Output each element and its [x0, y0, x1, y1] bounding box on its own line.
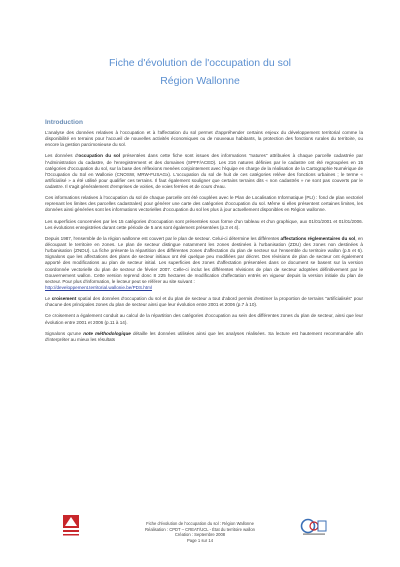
footer-date: Création : Septembre 2008: [174, 532, 226, 538]
page-footer: [110, 521, 290, 543]
paragraph-context: L'analyse des données relatives à l'occupation et à l'affectation du sol permet d'appréhender certains enjeux du développement territorial comme la disponibilité en terrains pour l'accueil de nouvelles activités économiques ou de nouveaux habitants, la protection des fonctions rurales du territoire, ou encore la gestion parcimonieuse du sol.: [45, 130, 363, 148]
paragraph-plan-de-secteur: Depuis 1987, l'ensemble de la région wallonne est couvert par le plan de secteur. Celui-ci détermine les différentes affectations réglementaires du sol, en découpant le territoire en zones. Le plan de secteur distingue notamment les zones destinées à l'urbanisation (ZDU) des zones non destinées à l'urbanisation (ZNDU). La fiche présente la répartition des différentes zones d'affectation du plan de secteur sur l'ensemble du territoire wallon (p.5 et 6). Signalons que les affectations des plans de secteur initiaux ont été quelque peu modifiées par décret. Des révisions de plan de secteur ont également apporté des modifications au plan de secteur initial. Les superficies des zones d'affectation présentées dans ce document se basent sur la version coordonnée vectorielle du plan de secteur de février 2007. Celle-ci inclut les différentes révisions de plan de secteur adoptées définitivement par le Gouvernement wallon. Cette version reprend donc 8 225 hectares de modification d'affectation entrés en vigueur depuis la version initiale du plan de secteur. Pour plus d'information, le lecteur peut se référer au site suivant : http://developpement.territorial.wallonie.be/PDS.html: [45, 236, 363, 290]
pds-link[interactable]: http://developpement.territorial.wallonie.be/PDS.html: [45, 284, 152, 290]
section-heading-introduction: Introduction: [45, 119, 83, 126]
paragraph-note-methodologique: Signalons qu'une note méthodologique détaille les données utilisées ainsi que les analyses réalisées. Sa lecture est hautement recommandée afin d'interpréter au mieux les résultats: [45, 330, 363, 342]
term-affectations: affectations réglementaires du sol: [280, 236, 356, 242]
page-number: Page 1 sur 14: [186, 537, 214, 543]
introduction-body: [45, 130, 363, 348]
paragraph-croisement: Le croisement spatial des données d'occupation du sol et du plan de secteur a tout d'abord permis d'estimer la proportion de terrains "artificialisés" pour chacune des principales zones du plan de secteur ainsi que leur évolution entre 2001 et 2006 (p.7 à 10).: [45, 296, 363, 308]
footer-credits: Réalisation : CPDT – CREAT/UCL - État du territoire wallon: [145, 526, 255, 532]
document-title: Fiche d'évolution de l'occupation du sol: [108, 57, 292, 69]
paragraph-pli: Ces informations relatives à l'occupation du sol de chaque parcelle ont été couplées avec le Plan de Localisation Informatique (PLI) : fond de plan vectoriel reprenant les limites des parcelles cadastrales) pour générer une carte des catégories d'occupation du sol. Même si elles présentent certaines limites, les données ainsi générées sont les informations vectorielles d'occupation du sol les plus à jour actuellement disponibles en Région wallonne.: [45, 195, 363, 213]
term-occupation-du-sol: occupation du sol: [78, 153, 121, 159]
cpdt-logo-icon: [61, 513, 81, 539]
term-croisement: croisement: [51, 296, 77, 302]
footer-title: Fiche d'évolution de l'occupation du sol : Région Wallonne: [146, 521, 254, 526]
document-subtitle-region: Région Wallonne: [160, 75, 240, 87]
creat-logo-icon: [300, 517, 328, 537]
paragraph-superficies: Les superficies concernées par les 15 catégories d'occupation sont présentées sous forme d'un tableau et d'un graphique, aux 01/01/2001 et 01/01/2006. Les évolutions enregistrées durant cette période de 5 ans sont également présentées (p.3 et 4).: [45, 218, 363, 230]
term-note-methodologique: note méthodologique: [83, 330, 131, 336]
paragraph-occupation-data: Les données d'occupation du sol présentées dans cette fiche sont issues des informations "natures" attribuées à chaque parcelle cadastrée par l'Administration du cadastre, de l'enregistrement et des domaines (SPFF/ACED). Les 216 natures définies par le cadastre ont été regroupées en 15 catégories d'occupation du sol, sur la base des réflexions menées conjointement avec l'équipe en charge de la réalisation de la Cartographie Numérique de l'Occupation du Sol en Wallonie (CNOSW, MRW-FUSAGx). L'occupation du sol de huit de ces catégories relève des fonctions urbaines ; le terme « artificialisé » a été utilisé pour qualifier ces terrains. Il faut également souligner que certains terrains dits « non cadastrés » ne sont pas couverts par le cadastre. Il s'agit généralement d'emprises de voiries, de voies ferrées et de cours d'eau.: [45, 153, 363, 189]
paragraph-repartition: Ce croisement a également conduit au calcul de la répartition des catégories d'occupation au sein des différentes zones du plan de secteur, ainsi que leur évolution entre 2001 et 2006 (p.11 à 14).: [45, 313, 363, 325]
